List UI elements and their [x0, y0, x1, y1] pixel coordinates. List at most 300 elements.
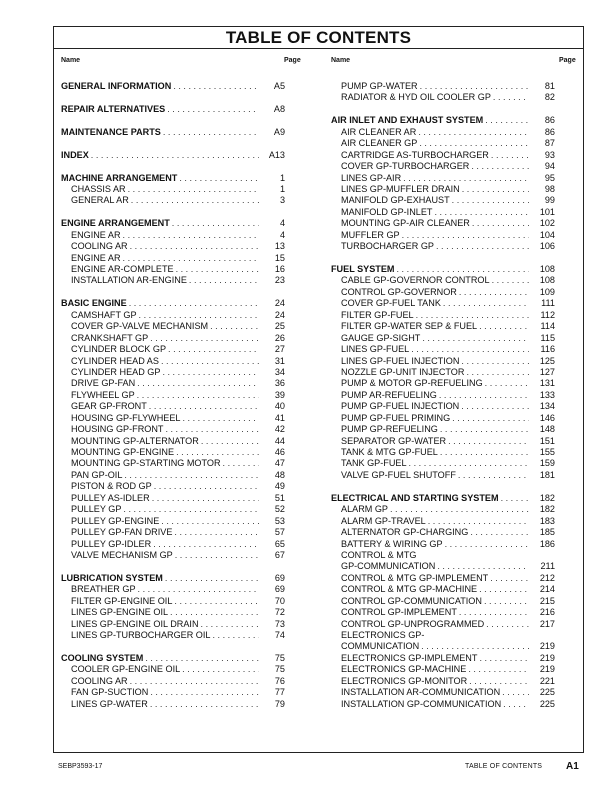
entry-name: MAINTENANCE PARTS — [61, 126, 161, 137]
entry-page: 102 — [539, 218, 555, 229]
entry-name: PUMP GP-FUEL INJECTION — [341, 401, 460, 412]
entry-name: CONTROL GP-COMMUNICATION — [341, 595, 482, 606]
entry-name: MOUNTING GP-AIR CLEANER — [341, 218, 470, 229]
entry-name: REPAIR ALTERNATIVES — [61, 103, 166, 114]
dot-leader — [446, 436, 529, 447]
dot-leader — [450, 195, 529, 206]
toc-entry[interactable] — [331, 653, 555, 664]
toc-entry[interactable] — [331, 596, 555, 607]
toc-section-entry[interactable] — [61, 173, 285, 184]
entry-name: NOZZLE GP-UNIT INJECTOR — [341, 366, 465, 377]
toc-entry[interactable] — [61, 390, 285, 401]
entry-name: ELECTRONICS GP-MACHINE — [341, 664, 467, 675]
toc-entry[interactable] — [331, 333, 555, 344]
toc-entry[interactable] — [61, 241, 285, 252]
dot-leader — [89, 150, 259, 161]
dot-leader — [150, 493, 259, 504]
toc-section-entry[interactable] — [331, 115, 555, 126]
entry-page: 41 — [274, 412, 285, 423]
entry-page: 155 — [539, 447, 555, 457]
entry-page: 44 — [274, 435, 285, 446]
footer-section-name: TABLE OF CONTENTS — [465, 763, 543, 770]
entry-name: ELECTRICAL AND STARTING SYSTEM — [331, 492, 499, 503]
toc-entry[interactable] — [331, 310, 555, 321]
entry-page: 46 — [274, 447, 285, 457]
spacer — [331, 481, 555, 492]
toc-entry[interactable] — [61, 481, 285, 492]
toc-entry[interactable] — [61, 367, 285, 378]
toc-entry[interactable] — [331, 504, 555, 515]
toc-entry[interactable] — [331, 424, 555, 435]
right-name-header: Name — [331, 57, 351, 64]
dot-leader — [199, 436, 259, 447]
toc-entry[interactable] — [331, 127, 555, 138]
dot-leader — [414, 310, 529, 321]
entry-name: FILTER GP-ENGINE OIL — [71, 595, 173, 606]
spacer — [61, 207, 285, 218]
entry-page: 186 — [539, 538, 555, 549]
toc-entry[interactable] — [331, 630, 555, 641]
entry-page: 87 — [544, 138, 555, 149]
left-name-header: Name — [61, 57, 81, 64]
entry-page: 217 — [539, 618, 555, 629]
toc-entry[interactable] — [61, 253, 285, 264]
entry-page: 77 — [274, 687, 285, 698]
toc-entry[interactable] — [331, 458, 555, 469]
entry-page: A9 — [273, 126, 285, 137]
toc-entry[interactable] — [61, 310, 285, 321]
entry-name: INDEX — [61, 149, 89, 160]
entry-page: 86 — [544, 126, 555, 137]
entry-name: CYLINDER HEAD GP — [71, 366, 161, 377]
dot-leader — [136, 584, 259, 595]
entry-page: 67 — [274, 549, 285, 560]
toc-entry[interactable] — [331, 356, 555, 367]
dot-leader — [173, 550, 259, 561]
entry-page: 4 — [279, 229, 285, 240]
dot-leader — [500, 687, 529, 698]
entry-name: MANIFOLD GP-INLET — [341, 206, 433, 217]
entry-page: 216 — [539, 607, 555, 618]
entry-page: 114 — [540, 321, 555, 332]
toc-entry[interactable] — [331, 619, 555, 630]
toc-entry[interactable] — [331, 470, 555, 481]
toc-entry[interactable] — [331, 390, 555, 401]
entry-name: FUEL SYSTEM — [331, 264, 395, 274]
toc-entry[interactable] — [61, 458, 285, 469]
toc-entry[interactable] — [61, 470, 285, 481]
toc-entry[interactable] — [331, 241, 555, 252]
toc-section-entry[interactable] — [61, 150, 285, 161]
entry-page: 133 — [539, 389, 555, 400]
entry-name: FILTER GP-WATER SEP & FUEL — [341, 321, 478, 332]
entry-page: 104 — [539, 229, 555, 240]
entry-name: CYLINDER BLOCK GP — [71, 344, 167, 355]
entry-name: LINES GP-FUEL INJECTION — [341, 355, 460, 366]
dot-leader — [491, 92, 529, 103]
dot-leader — [172, 596, 259, 607]
spacer — [61, 641, 285, 652]
entry-name: BASIC ENGINE — [61, 298, 127, 309]
entry-page: 112 — [540, 309, 555, 320]
dot-leader — [459, 401, 529, 412]
toc-entry[interactable] — [331, 573, 555, 584]
dot-leader — [419, 641, 529, 652]
toc-entry[interactable] — [331, 230, 555, 241]
toc-section-entry[interactable] — [331, 493, 555, 504]
entry-name: COOLING AR — [71, 675, 128, 686]
toc-entry[interactable] — [61, 527, 285, 538]
dot-leader — [418, 81, 529, 92]
dot-leader — [160, 367, 259, 378]
entry-page: 101 — [539, 206, 555, 217]
entry-page: 42 — [274, 424, 285, 435]
entry-name: COVER GP-VALVE MECHANISM — [71, 321, 209, 332]
entry-name: CONTROL & MTG GP-MACHINE — [341, 584, 478, 595]
toc-entry[interactable] — [331, 664, 555, 675]
dot-leader — [416, 127, 529, 138]
toc-entry[interactable] — [331, 527, 555, 538]
toc-entry[interactable] — [61, 344, 285, 355]
entry-page: 72 — [274, 607, 285, 618]
dot-leader — [148, 333, 259, 344]
toc-entry[interactable] — [331, 516, 555, 527]
dot-leader — [395, 264, 530, 275]
dot-leader — [467, 676, 529, 687]
toc-section-entry[interactable] — [61, 573, 285, 584]
entry-name: CONTROL & MTG — [341, 549, 417, 560]
toc-entry[interactable] — [331, 539, 555, 550]
toc-entry[interactable] — [61, 356, 285, 367]
entry-page: 225 — [539, 687, 555, 698]
toc-entry[interactable] — [61, 630, 285, 641]
dot-leader — [135, 378, 259, 389]
entry-name: ALARM GP — [341, 504, 388, 515]
dot-leader — [143, 653, 259, 664]
dot-leader — [221, 458, 259, 469]
toc-entry[interactable] — [331, 436, 555, 447]
entry-page: 211 — [540, 561, 555, 572]
entry-page: 13 — [274, 241, 285, 252]
entry-page: 36 — [274, 378, 285, 389]
toc-entry[interactable] — [331, 344, 555, 355]
entry-name: COOLER GP-ENGINE OIL — [71, 664, 181, 675]
entry-page: 181 — [539, 469, 555, 480]
toc-entry[interactable] — [61, 664, 285, 675]
entry-name: CYLINDER HEAD AS — [71, 355, 159, 366]
entry-name: ELECTRONICS GP- — [341, 630, 425, 640]
toc-section-entry[interactable] — [331, 264, 555, 275]
toc-entry[interactable] — [331, 218, 555, 229]
entry-name: PULLEY AS-IDLER — [71, 492, 150, 503]
entry-page: 212 — [539, 572, 555, 583]
spacer — [61, 561, 285, 572]
toc-entry[interactable] — [331, 150, 555, 161]
entry-name: COMMUNICATION — [341, 641, 420, 652]
toc-entry[interactable] — [61, 333, 285, 344]
dot-leader — [122, 470, 259, 481]
toc-entry[interactable] — [61, 607, 285, 618]
toc-entry[interactable] — [331, 561, 555, 572]
dot-leader — [417, 138, 529, 149]
entry-name: MOUNTING GP-ENGINE — [71, 447, 175, 457]
dot-leader — [210, 630, 259, 641]
toc-entry[interactable] — [331, 173, 555, 184]
dot-leader — [460, 184, 529, 195]
toc-entry[interactable] — [331, 607, 555, 618]
entry-page: 75 — [274, 652, 285, 663]
entry-name: PISTON & ROD GP — [71, 481, 152, 492]
toc-entry[interactable] — [331, 413, 555, 424]
toc-entry[interactable] — [61, 447, 285, 458]
dot-leader — [450, 413, 529, 424]
toc-entry[interactable] — [331, 92, 555, 103]
entry-page: 1 — [279, 183, 285, 194]
dot-leader — [484, 619, 529, 630]
entry-name: VALVE GP-FUEL SHUTOFF — [341, 469, 456, 480]
toc-entry[interactable] — [61, 676, 285, 687]
toc-entry[interactable] — [331, 81, 555, 92]
toc-entry[interactable] — [61, 424, 285, 435]
toc-entry[interactable] — [61, 596, 285, 607]
toc-section-entry[interactable] — [61, 218, 285, 229]
toc-entry[interactable] — [61, 184, 285, 195]
spacer — [331, 104, 555, 115]
toc-entry[interactable] — [61, 230, 285, 241]
toc-section-entry[interactable] — [61, 127, 285, 138]
entry-name: TANK GP-FUEL — [341, 458, 407, 469]
entry-name: FAN GP-SUCTION — [71, 687, 149, 698]
dot-leader — [438, 424, 529, 435]
dot-leader — [159, 516, 259, 527]
entry-name: DRIVE GP-FAN — [71, 378, 136, 389]
entry-page: 76 — [274, 675, 285, 686]
toc-entry[interactable] — [331, 401, 555, 412]
toc-entry[interactable] — [61, 619, 285, 630]
entry-name: PUMP GP-REFUELING — [341, 424, 438, 435]
toc-entry[interactable] — [331, 287, 555, 298]
entry-name: MOUNTING GP-ALTERNATOR — [71, 435, 199, 446]
entry-page: 159 — [539, 458, 555, 469]
dot-leader — [466, 664, 529, 675]
dot-leader — [456, 470, 529, 481]
entry-page: 81 — [544, 81, 555, 91]
entry-name: ALARM GP-TRAVEL — [341, 515, 426, 526]
toc-entry[interactable] — [61, 687, 285, 698]
entry-page: 65 — [274, 538, 285, 549]
entry-page: 134 — [539, 401, 555, 412]
entry-page: 115 — [540, 332, 555, 343]
toc-entry[interactable] — [61, 195, 285, 206]
entry-name: ENGINE AR — [71, 229, 121, 240]
toc-entry[interactable] — [331, 298, 555, 309]
dot-leader — [400, 230, 529, 241]
toc-entry[interactable] — [331, 550, 555, 561]
dot-leader — [126, 184, 259, 195]
entry-page: 151 — [539, 435, 555, 446]
entry-page: 16 — [274, 264, 285, 274]
dot-leader — [199, 619, 259, 630]
entry-page: 3 — [279, 195, 285, 206]
entry-page: 24 — [274, 298, 285, 309]
toc-entry[interactable] — [61, 493, 285, 504]
entry-name: INSTALLATION AR-ENGINE — [71, 275, 187, 286]
toc-entry[interactable] — [61, 413, 285, 424]
dot-leader — [477, 653, 529, 664]
spacer — [61, 138, 285, 149]
toc-section-entry[interactable] — [61, 104, 285, 115]
entry-name: LINES GP-FUEL — [341, 344, 410, 355]
entry-name: CRANKSHAFT GP — [71, 332, 149, 343]
entry-page: 73 — [274, 618, 285, 629]
toc-entry[interactable] — [61, 516, 285, 527]
dot-leader — [129, 195, 259, 206]
toc-entry[interactable] — [61, 378, 285, 389]
toc-section-entry[interactable] — [61, 81, 285, 92]
entry-name: PULLEY GP — [71, 504, 122, 515]
entry-name: BREATHER GP — [71, 584, 136, 595]
dot-leader — [407, 458, 529, 469]
entry-page: 24 — [274, 309, 285, 320]
toc-entry[interactable] — [61, 550, 285, 561]
dot-leader — [499, 493, 529, 504]
entry-name: CARTRIDGE AS-TURBOCHARGER — [341, 149, 489, 160]
entry-name: PUMP AR-REFUELING — [341, 389, 437, 400]
toc-entry[interactable] — [331, 447, 555, 458]
entry-page: 182 — [539, 504, 555, 515]
entry-page: 39 — [274, 389, 285, 400]
toc-left-column — [61, 81, 285, 710]
toc-entry[interactable] — [61, 264, 285, 275]
entry-page: 26 — [274, 332, 285, 343]
toc-entry[interactable] — [331, 138, 555, 149]
toc-entry[interactable] — [61, 275, 285, 286]
toc-right-column — [331, 81, 555, 710]
entry-name: CONTROL GP-GOVERNOR — [341, 286, 457, 297]
entry-page: 108 — [539, 264, 555, 274]
dot-leader — [388, 504, 529, 515]
entry-page: 183 — [539, 515, 555, 526]
toc-entry[interactable] — [61, 504, 285, 515]
entry-name: GP-COMMUNICATION — [341, 561, 436, 572]
entry-name: GAUGE GP-SIGHT — [341, 332, 421, 343]
entry-page: 94 — [544, 161, 555, 172]
toc-entry[interactable] — [61, 321, 285, 332]
entry-page: 219 — [539, 641, 555, 652]
dot-leader — [174, 264, 259, 275]
toc-entry[interactable] — [331, 641, 555, 652]
entry-name: LINES GP-MUFFLER DRAIN — [341, 183, 460, 194]
dot-leader — [441, 298, 529, 309]
entry-page: 111 — [541, 298, 555, 309]
dot-leader — [477, 584, 529, 595]
toc-section-entry[interactable] — [61, 653, 285, 664]
toc-entry[interactable] — [331, 584, 555, 595]
footer-page-number: A1 — [566, 761, 579, 772]
entry-page: 27 — [274, 344, 285, 355]
entry-name: ENGINE ARRANGEMENT — [61, 218, 170, 229]
entry-page: 69 — [274, 572, 285, 583]
entry-name: MANIFOLD GP-EXHAUST — [341, 195, 450, 206]
dot-leader — [464, 367, 529, 378]
entry-name: COVER GP-TURBOCHARGER — [341, 161, 470, 172]
toc-entry[interactable] — [331, 275, 555, 286]
dot-leader — [147, 401, 259, 412]
dot-leader — [187, 275, 259, 286]
entry-name: MUFFLER GP — [341, 229, 400, 240]
toc-entry[interactable] — [331, 161, 555, 172]
dot-leader — [128, 676, 259, 687]
entry-page: 219 — [539, 652, 555, 663]
dot-leader — [477, 321, 529, 332]
entry-name: ELECTRONICS GP-IMPLEMENT — [341, 652, 478, 663]
entry-page: A8 — [273, 103, 285, 114]
entry-name: PUMP & MOTOR GP-REFUELING — [341, 378, 483, 389]
entry-page: 47 — [274, 458, 285, 469]
entry-page: 15 — [274, 252, 285, 263]
dot-leader — [166, 344, 259, 355]
toc-entry[interactable] — [331, 367, 555, 378]
dot-leader — [490, 275, 529, 286]
entry-page: 1 — [279, 172, 285, 183]
dot-leader — [501, 699, 529, 710]
toc-entry[interactable] — [331, 321, 555, 332]
entry-name: INSTALLATION AR-COMMUNICATION — [341, 687, 501, 698]
entry-page: 106 — [539, 241, 555, 252]
toc-frame — [53, 26, 584, 753]
entry-name: CABLE GP-GOVERNOR CONTROL — [341, 275, 490, 286]
toc-entry[interactable] — [331, 184, 555, 195]
entry-name: ELECTRONICS GP-MONITOR — [341, 675, 468, 686]
entry-name: CAMSHAFT GP — [71, 309, 137, 320]
entry-name: PULLEY GP-ENGINE — [71, 515, 160, 526]
entry-page: 57 — [274, 527, 285, 538]
toc-entry[interactable] — [331, 207, 555, 218]
dot-leader — [135, 390, 259, 401]
toc-entry[interactable] — [61, 584, 285, 595]
entry-page: 99 — [544, 195, 555, 206]
toc-entry[interactable] — [331, 378, 555, 389]
toc-entry[interactable] — [61, 539, 285, 550]
dot-leader — [426, 516, 529, 527]
toc-entry[interactable] — [331, 195, 555, 206]
entry-name: ENGINE AR — [71, 252, 121, 263]
dot-leader — [148, 699, 259, 710]
entry-name: GENERAL INFORMATION — [61, 81, 172, 91]
toc-entry[interactable] — [331, 687, 555, 698]
entry-page: 34 — [274, 366, 285, 377]
entry-page: 31 — [274, 355, 285, 366]
toc-entry[interactable] — [61, 436, 285, 447]
toc-section-entry[interactable] — [61, 298, 285, 309]
dot-leader — [459, 356, 529, 367]
dot-leader — [127, 298, 259, 309]
entry-page: A13 — [268, 149, 285, 160]
entry-name: MOUNTING GP-STARTING MOTOR — [71, 458, 221, 469]
entry-name: CONTROL & MTG GP-IMPLEMENT — [341, 572, 489, 583]
toc-entry[interactable] — [331, 699, 555, 710]
right-page-header: Page — [559, 57, 576, 64]
toc-entry[interactable] — [61, 699, 285, 710]
dot-leader — [470, 218, 529, 229]
entry-name: GENERAL AR — [71, 195, 129, 206]
toc-entry[interactable] — [331, 676, 555, 687]
entry-name: PAN GP-OIL — [71, 469, 123, 480]
dot-leader — [434, 241, 529, 252]
toc-entry[interactable] — [61, 401, 285, 412]
entry-page: 4 — [279, 218, 285, 229]
entry-page: 95 — [544, 172, 555, 183]
